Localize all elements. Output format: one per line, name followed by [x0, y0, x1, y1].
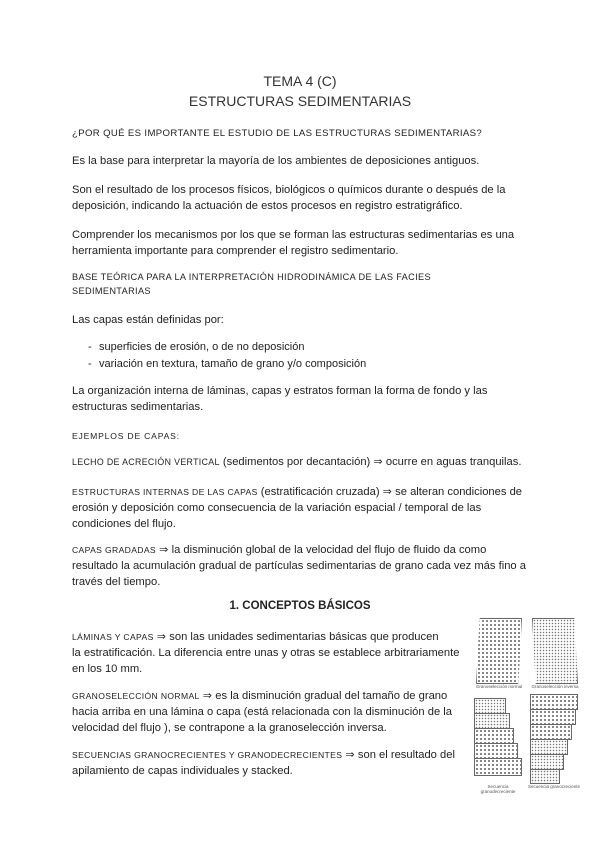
- question-heading: ¿POR QUÉ ES IMPORTANTE EL ESTUDIO DE LAS ESTRUCTURAS SEDIMENTARIAS?: [72, 128, 483, 139]
- laminas-line-2: la estratificación. La diferencia entre unas y otras se establece arbitrariamente: [72, 647, 460, 659]
- grano-text-1: ⇒ es la disminución gradual del tamaño de grano: [199, 690, 448, 702]
- paragraph-2-line-2: deposición, indicando la actuación de estos procesos en registro estratigráfico.: [72, 200, 463, 212]
- gradadas-term: CAPAS GRADADAS: [72, 545, 157, 555]
- paragraph-1: Es la base para interpretar la mayoría de los ambientes de deposiciones antiguos.: [72, 155, 480, 167]
- paragraph-2-line-1: Son el resultado de los procesos físicos, biológicos o químicos durante o después de la: [72, 184, 506, 196]
- grano-line-1: [72, 688, 447, 705]
- laminas-line-1: [72, 629, 439, 646]
- organizacion-line-2: estructuras sedimentarias.: [72, 401, 204, 413]
- lecho-term: LECHO DE ACRECIÓN VERTICAL: [72, 457, 220, 467]
- gradadas-text-1: ⇒ la disminución global de la velocidad del flujo de fluido da como: [156, 544, 487, 556]
- secuencias-line-2: apilamiento de capas individuales y stacked.: [72, 765, 293, 777]
- bed: [474, 713, 510, 729]
- grading-figure: [470, 616, 582, 794]
- bed: [530, 724, 572, 740]
- grano-term: GRANOSELECCIÓN NORMAL: [72, 691, 200, 701]
- laminas-term: LÁMINAS Y CAPAS: [72, 632, 154, 642]
- estructuras-line-3: condiciones del flujo.: [72, 518, 176, 530]
- estructuras-line-2: erosión y deposición como consecuencia de la variación espacial / temporal de las: [72, 502, 482, 514]
- bed: [530, 739, 568, 755]
- paragraph-3-line-1: Comprender los mecanismos por los que se forman las estructuras sedimentarias es una: [72, 229, 515, 241]
- capas-list: [72, 339, 532, 372]
- coarsening-sequence-diagram: [530, 694, 580, 784]
- page-subtitle: ESTRUCTURAS SEDIMENTARIAS: [188, 93, 412, 109]
- base-teorica-line-1: BASE TEÓRICA PARA LA INTERPRETACIÓN HIDRODINÁMICA DE LAS FACIES: [72, 272, 432, 282]
- bed: [474, 758, 522, 776]
- bed: [530, 754, 564, 770]
- list-item: - superficies de erosión, o de no deposición: [72, 339, 532, 356]
- capas-intro: Las capas están definidas por:: [72, 314, 224, 326]
- lecho-text: (sedimentos por decantación) ⇒ ocurre en aguas tranquilas.: [219, 456, 522, 468]
- lecho-line: [72, 454, 521, 471]
- laminas-text-1: ⇒ son las unidades sedimentarias básicas que producen: [153, 631, 439, 643]
- grano-line-2: hacia arriba en una lámina o capa (está relacionada con la disminución de la: [72, 706, 452, 718]
- bed: [530, 709, 576, 725]
- bed: [474, 698, 506, 714]
- inverse-grading-diagram: [532, 618, 578, 684]
- list-item: - variación en textura, tamaño de grano y/o composición: [72, 356, 532, 373]
- section-heading: 1. CONCEPTOS BÁSICOS: [229, 600, 371, 612]
- bed: [474, 743, 518, 759]
- fining-sequence-diagram: [474, 698, 522, 786]
- secuencias-term: SECUENCIAS GRANOCRECIENTES Y GRANODECRECIENTES: [72, 750, 343, 760]
- estructuras-term: ESTRUCTURAS INTERNAS DE LAS CAPAS: [72, 487, 258, 497]
- ejemplos-heading: EJEMPLOS DE CAPAS:: [72, 431, 180, 441]
- figure-caption: Granoselección inversa: [531, 684, 579, 689]
- organizacion-line-1: La organización interna de láminas, capas y estratos forman la forma de fondo y las: [72, 385, 488, 397]
- grano-line-3: velocidad del flujo ), se contrapone a la granoselección inversa.: [72, 722, 387, 734]
- figure-caption: Granoselección normal: [475, 684, 523, 689]
- figure-caption: Secuencia granocreciente: [527, 784, 581, 789]
- estructuras-line-1: [72, 484, 522, 501]
- secuencias-text-1: ⇒ son el resultado del: [342, 749, 455, 761]
- bed: [530, 769, 560, 784]
- normal-grading-diagram: [476, 618, 522, 684]
- paragraph-3-line-2: herramienta importante para comprender el registro sedimentario.: [72, 245, 399, 257]
- base-teorica-line-2: SEDIMENTARIAS: [72, 286, 151, 296]
- secuencias-line-1: [72, 747, 455, 764]
- gradadas-line-1: [72, 542, 486, 559]
- bed: [474, 728, 514, 744]
- bed: [530, 694, 578, 710]
- gradadas-line-2: resultado la acumulación gradual de partículas sedimentarias de grano cada vez más fino a: [72, 560, 526, 572]
- estructuras-text-1: (estratificación cruzada) ⇒ se alteran condiciones de: [257, 486, 523, 498]
- page-title: TEMA 4 (C): [263, 73, 337, 89]
- figure-caption: Secuencia granodecreciente: [480, 784, 516, 794]
- gradadas-line-3: través del tiempo.: [72, 576, 161, 588]
- laminas-line-3: en los 10 mm.: [72, 663, 143, 675]
